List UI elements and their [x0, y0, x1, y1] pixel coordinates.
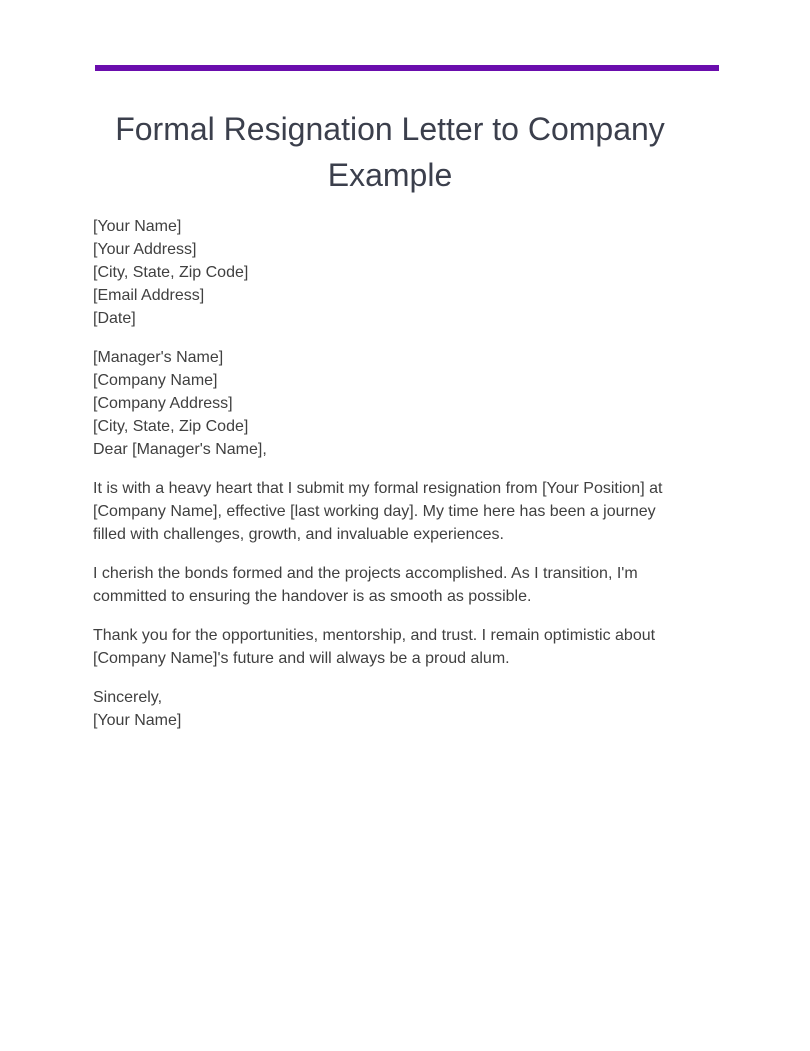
sender-name: [Your Name] — [93, 218, 182, 235]
body-paragraph: Thank you for the opportunities, mentorship, and trust. I remain optimistic about [Company Name]'s future and will always be a proud alum. — [93, 627, 656, 667]
closing-block — [93, 686, 693, 732]
recipient-block — [93, 346, 693, 461]
sender-city-state-zip: [City, State, Zip Code] — [93, 264, 249, 281]
body-paragraph: It is with a heavy heart that I submit my formal resignation from [Your Position] at [Company Name], effective [last working day]. My time here has been a journey filled with challenges, growth, and invaluable experiences. — [93, 480, 663, 543]
letter-body — [93, 215, 693, 748]
company-city-state-zip: [City, State, Zip Code] — [93, 418, 249, 435]
sender-email: [Email Address] — [93, 287, 205, 304]
sender-block — [93, 215, 693, 330]
closing-salutation: Sincerely, — [93, 689, 163, 706]
company-name: [Company Name] — [93, 372, 218, 389]
body-paragraph: I cherish the bonds formed and the projects accomplished. As I transition, I'm committed to ensuring the handover is as smooth as possible. — [93, 565, 638, 605]
manager-name: [Manager's Name] — [93, 349, 224, 366]
document-title: Formal Resignation Letter to Company Example — [115, 111, 665, 193]
sender-address: [Your Address] — [93, 241, 197, 258]
letter-date: [Date] — [93, 310, 136, 327]
accent-bar — [95, 65, 719, 71]
closing-signature: [Your Name] — [93, 712, 182, 729]
company-address: [Company Address] — [93, 395, 233, 412]
salutation: Dear [Manager's Name], — [93, 441, 267, 458]
